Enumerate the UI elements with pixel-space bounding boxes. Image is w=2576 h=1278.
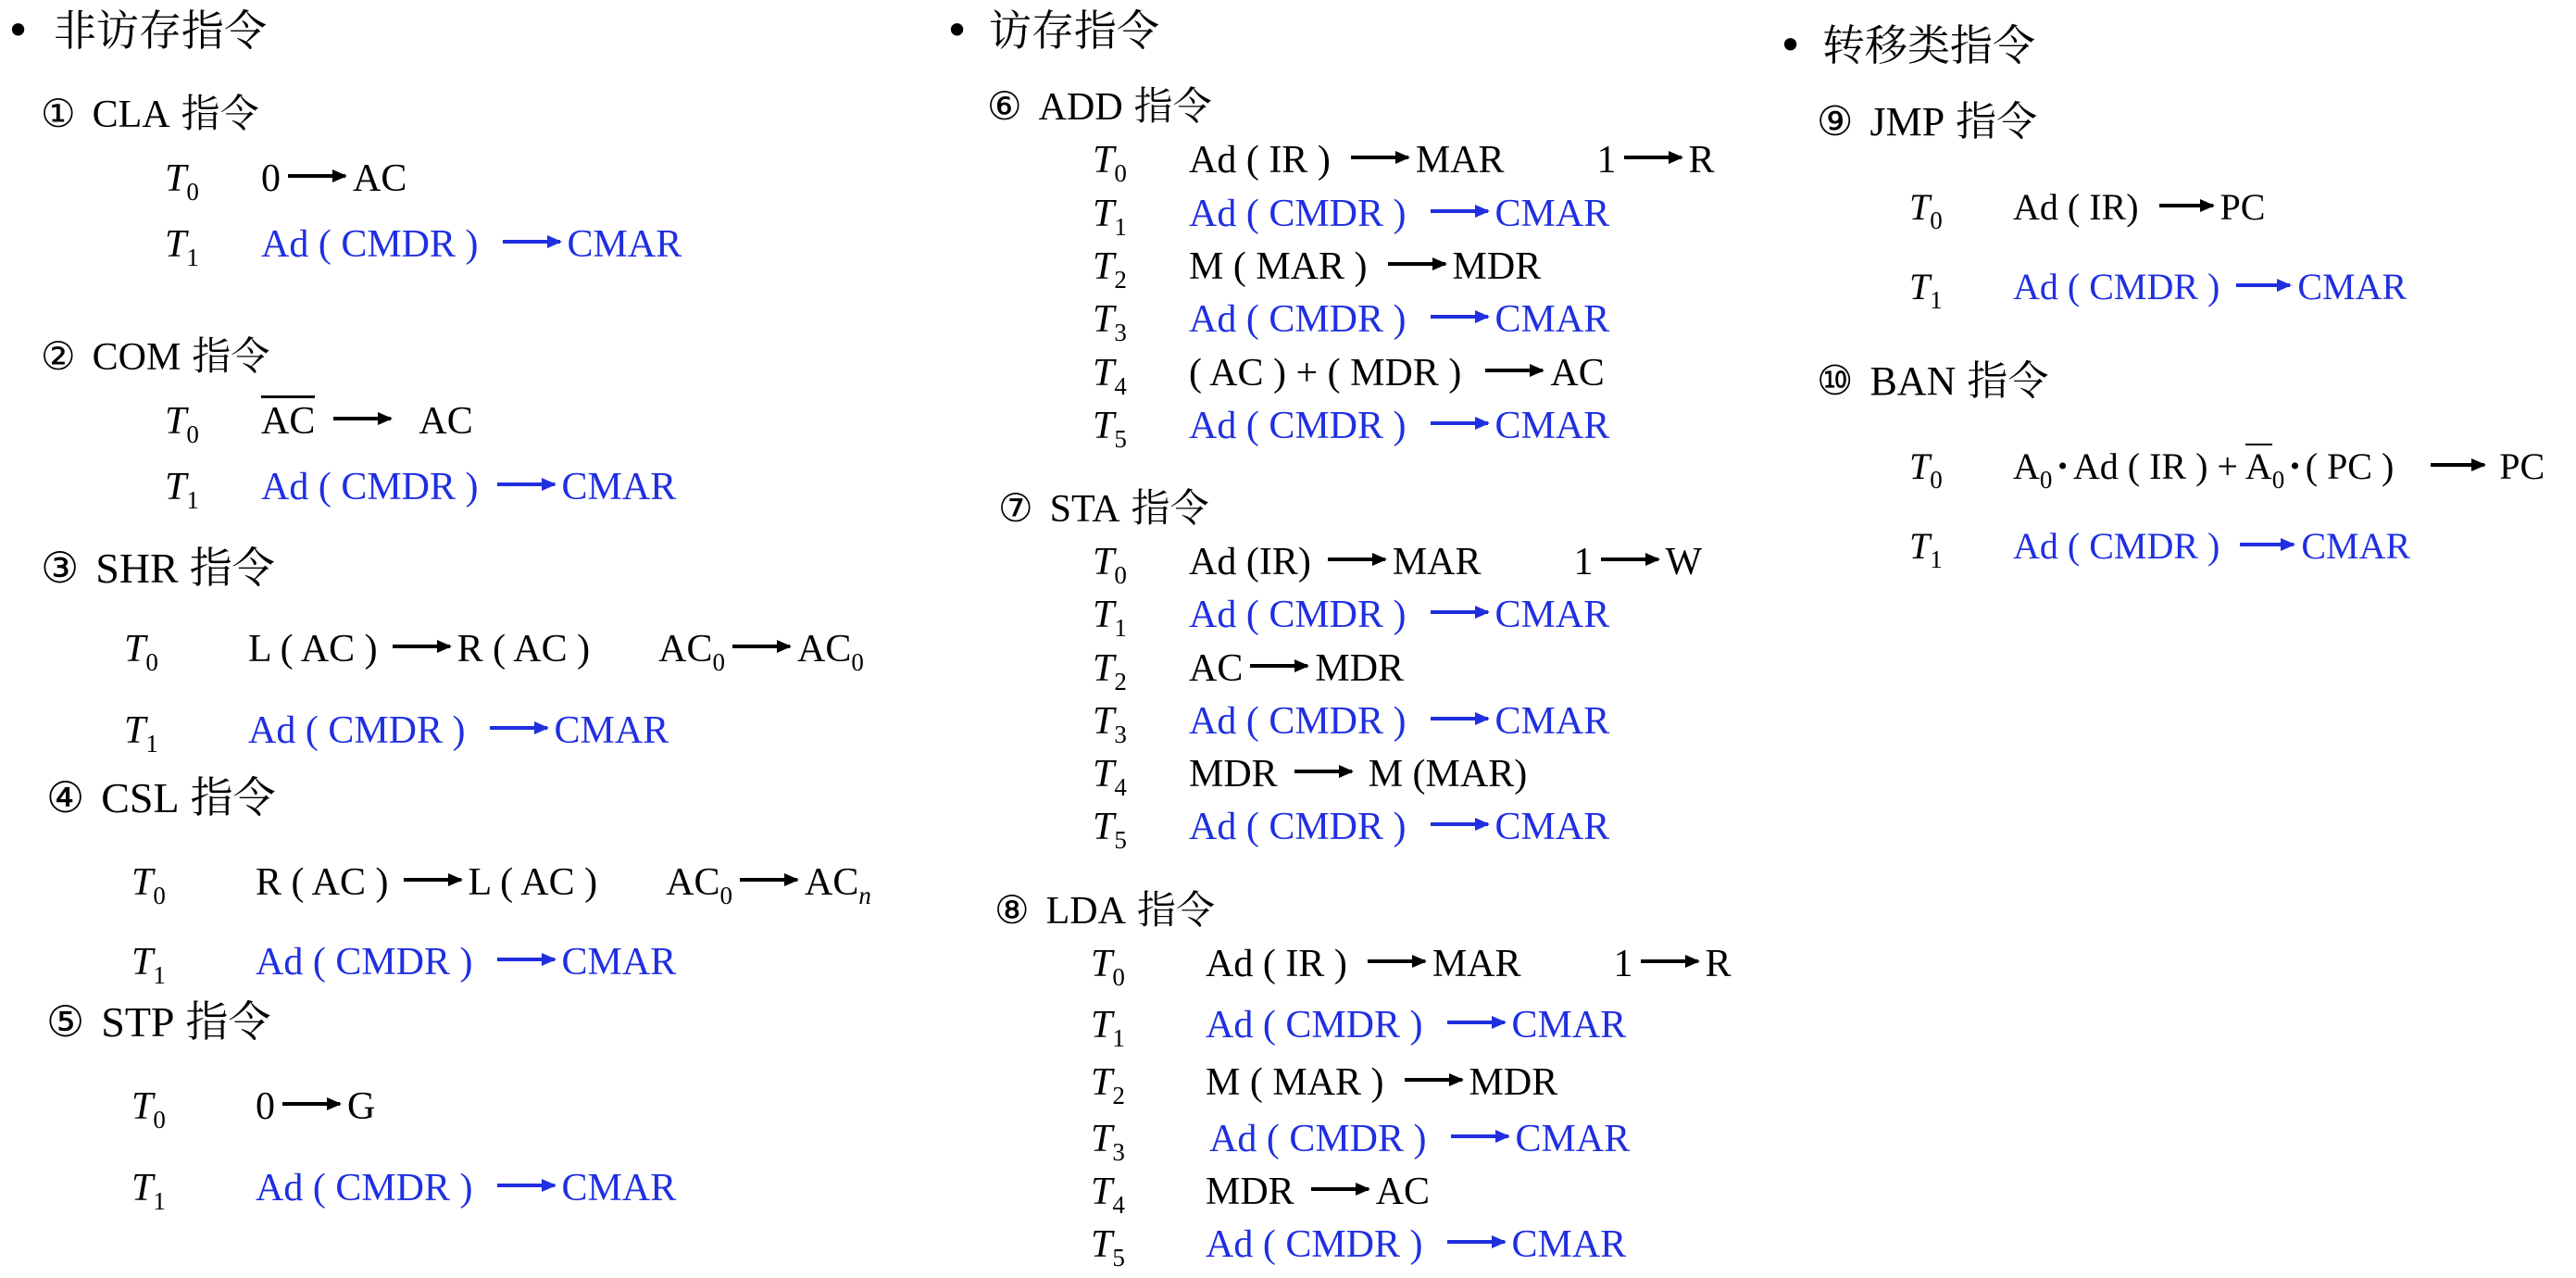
instruction-number: ⑧: [994, 887, 1030, 933]
time-label: $T_5$: [1093, 405, 1127, 453]
time-label: $T_1$: [131, 941, 166, 989]
micro-op: Ad ( IR) PC: [2013, 186, 2266, 228]
micro-op: Ad ( CMDR ) CMAR: [256, 941, 677, 984]
arrow-icon: [1451, 1134, 1508, 1138]
arrow-icon: [1250, 664, 1307, 668]
micro-op: MDR M (MAR): [1189, 753, 1528, 796]
arrow-icon: [1624, 156, 1682, 159]
micro-op: Ad ( IR ) MAR 1 R: [1189, 139, 1715, 182]
arrow-icon: [1405, 1078, 1462, 1082]
arrow-icon: [1601, 558, 1658, 561]
instruction-suffix: 指令: [190, 772, 276, 822]
time-label: $T_1$: [1093, 594, 1127, 642]
arrow-icon: [2431, 463, 2484, 467]
time-label: $T_3$: [1093, 298, 1127, 346]
bullet: •: [944, 6, 970, 56]
arrow-icon: [1431, 717, 1488, 720]
micro-op: M ( MAR ) MDR: [1189, 245, 1542, 288]
bullet: •: [6, 6, 31, 56]
instruction-suffix: 指令: [189, 543, 275, 593]
micro-op: L ( AC ) R ( AC ) $AC_0$ $AC_0$: [248, 628, 864, 676]
micro-op: 0 AC: [261, 157, 407, 200]
micro-op: Ad ( CMDR ) CMAR: [1206, 1223, 1627, 1266]
time-label: $T_1$: [1909, 525, 1943, 573]
instruction-number: ①: [41, 91, 76, 136]
micro-op: Ad ( CMDR ) CMAR: [1206, 1004, 1627, 1046]
instruction-number: ⑦: [998, 485, 1033, 531]
arrow-icon: [497, 1184, 555, 1187]
arrow-icon: [1431, 209, 1488, 213]
time-label: $T_0$: [1093, 541, 1127, 589]
arrow-icon: [1368, 959, 1425, 963]
instruction-name: COM: [92, 336, 181, 379]
instruction-title-csl: [46, 772, 276, 822]
micro-op: Ad ( CMDR ) CMAR: [2013, 266, 2407, 307]
micro-op: $A_0$ • Ad ( IR ) + $A_0$ • ( PC ) PC: [2013, 445, 2545, 494]
micro-op: Ad ( CMDR ) CMAR: [1209, 1118, 1631, 1160]
time-label: $T_1$: [1093, 193, 1127, 241]
micro-op: Ad (IR) MAR 1 W: [1189, 541, 1703, 583]
time-label: $T_4$: [1091, 1171, 1125, 1219]
instruction-name: BAN: [1869, 358, 1957, 404]
instruction-number: ②: [41, 333, 76, 379]
micro-op: MDR AC: [1206, 1171, 1431, 1213]
instruction-name: CLA: [92, 94, 170, 136]
micro-op: Ad ( CMDR ) CMAR: [1189, 594, 1610, 636]
instruction-title-stp: [46, 996, 271, 1046]
instruction-suffix: 指令: [1956, 98, 2038, 145]
time-label: $T_0$: [165, 400, 199, 448]
arrow-icon: [497, 482, 555, 486]
instruction-name: LDA: [1045, 890, 1126, 933]
instruction-title-add: [987, 83, 1212, 129]
instruction-suffix: 指令: [1136, 887, 1215, 933]
time-label: $T_1$: [131, 1167, 166, 1215]
arrow-icon: [333, 417, 391, 420]
arrow-icon: [740, 878, 797, 882]
arrow-icon: [1431, 610, 1488, 614]
bullet: •: [1778, 20, 1804, 70]
time-label: $T_5$: [1091, 1223, 1125, 1272]
arrow-icon: [497, 958, 555, 961]
micro-op: Ad ( CMDR ) CMAR: [261, 223, 682, 266]
instruction-title-lda: [994, 887, 1215, 933]
arrow-icon: [393, 645, 450, 648]
instruction-title-com: [41, 333, 270, 379]
time-label: $T_0$: [131, 1085, 166, 1134]
instruction-number: ④: [46, 772, 85, 822]
time-label: $T_2$: [1093, 647, 1127, 695]
instruction-name: CSL: [101, 774, 180, 821]
micro-op: Ad ( CMDR ) CMAR: [248, 709, 669, 752]
arrow-icon: [1431, 822, 1488, 826]
micro-op: ( AC ) + ( MDR ) AC: [1189, 352, 1605, 395]
micro-op: AC MDR: [1189, 647, 1405, 690]
arrow-icon: [1447, 1021, 1505, 1024]
arrow-icon: [1351, 156, 1408, 159]
time-label: $T_1$: [1909, 266, 1943, 314]
arrow-icon: [1641, 959, 1698, 963]
arrow-icon: [288, 174, 345, 178]
micro-op: Ad ( CMDR ) CMAR: [1189, 298, 1610, 341]
arrow-icon: [1294, 770, 1352, 773]
time-label: $T_0$: [1909, 186, 1943, 234]
time-label: $T_1$: [165, 466, 199, 514]
instruction-suffix: 指令: [1967, 357, 2049, 405]
arrow-icon: [490, 726, 547, 730]
time-label: $T_2$: [1093, 245, 1127, 294]
arrow-icon: [404, 878, 461, 882]
section-title: 非访存指令: [54, 6, 267, 56]
section-header-memory: [944, 6, 1159, 56]
time-label: $T_1$: [1091, 1004, 1125, 1052]
arrow-icon: [2159, 204, 2213, 207]
instruction-number: ⑤: [46, 996, 85, 1046]
micro-op: Ad ( CMDR ) CMAR: [1189, 806, 1610, 848]
instruction-suffix: 指令: [1133, 83, 1212, 129]
arrow-icon: [2240, 543, 2294, 546]
arrow-icon: [282, 1102, 340, 1106]
time-label: $T_2$: [1091, 1061, 1125, 1109]
micro-op: Ad ( CMDR ) CMAR: [1189, 700, 1610, 743]
instruction-title-jmp: [1817, 98, 2038, 145]
time-label: $T_0$: [131, 861, 166, 909]
instruction-suffix: 指令: [185, 996, 271, 1046]
micro-op: Ad ( IR ) MAR 1 R: [1206, 943, 1732, 985]
instruction-suffix: 指令: [1131, 485, 1209, 531]
instruction-name: JMP: [1869, 99, 1945, 144]
arrow-icon: [1485, 369, 1543, 372]
micro-op: Ad ( CMDR ) CMAR: [256, 1167, 677, 1209]
instruction-name: ADD: [1038, 86, 1123, 129]
micro-op: Ad ( CMDR ) CMAR: [1189, 193, 1610, 235]
section-title: 转移类指令: [1822, 20, 2035, 70]
time-label: $T_0$: [1091, 943, 1125, 991]
time-label: $T_3$: [1093, 700, 1127, 748]
micro-op: AC AC: [261, 402, 473, 441]
arrow-icon: [1388, 262, 1445, 266]
arrow-icon: [1447, 1240, 1505, 1244]
section-header-transfer: [1778, 20, 2035, 70]
instruction-title-sta: [998, 485, 1209, 531]
micro-op: M ( MAR ) MDR: [1206, 1061, 1558, 1104]
instruction-name: STA: [1049, 488, 1120, 531]
instruction-suffix: 指令: [181, 91, 259, 136]
time-label: $T_0$: [1909, 445, 1943, 494]
instruction-name: STP: [101, 998, 175, 1046]
arrow-icon: [1431, 315, 1488, 319]
micro-op: R ( AC ) L ( AC ) $AC_0$ $AC_n$: [256, 861, 871, 909]
instruction-number: ⑥: [987, 83, 1022, 129]
time-label: $T_5$: [1093, 806, 1127, 854]
time-label: $T_3$: [1091, 1118, 1125, 1166]
instruction-number: ⑩: [1817, 357, 1854, 405]
time-label: $T_0$: [124, 628, 158, 676]
arrow-icon: [1311, 1187, 1369, 1191]
micro-op: Ad ( CMDR ) CMAR: [261, 466, 677, 508]
arrow-icon: [2236, 283, 2290, 287]
instruction-title-cla: [41, 91, 259, 136]
time-label: $T_1$: [124, 709, 158, 758]
instruction-title-ban: [1817, 357, 2049, 405]
time-label: $T_4$: [1093, 352, 1127, 400]
micro-op: Ad ( CMDR ) CMAR: [2013, 525, 2411, 567]
time-label: $T_1$: [165, 223, 199, 271]
instruction-name: SHR: [95, 545, 179, 592]
arrow-icon: [1431, 421, 1488, 425]
time-label: $T_0$: [1093, 139, 1127, 187]
arrow-icon: [732, 645, 790, 648]
instruction-number: ③: [41, 543, 80, 593]
section-header-non-memory: [6, 6, 267, 56]
instruction-suffix: 指令: [192, 333, 270, 379]
arrow-icon: [1328, 558, 1385, 561]
micro-op: 0 G: [256, 1085, 376, 1128]
negated-a0: A: [2245, 445, 2272, 487]
time-label: $T_0$: [165, 157, 199, 206]
micro-op: Ad ( CMDR ) CMAR: [1189, 405, 1610, 447]
time-label: $T_4$: [1093, 753, 1127, 801]
arrow-icon: [503, 240, 560, 244]
instruction-title-shr: [41, 543, 275, 593]
section-title: 访存指令: [989, 6, 1159, 56]
instruction-number: ⑨: [1817, 98, 1854, 145]
complement-ac: AC: [261, 395, 315, 443]
